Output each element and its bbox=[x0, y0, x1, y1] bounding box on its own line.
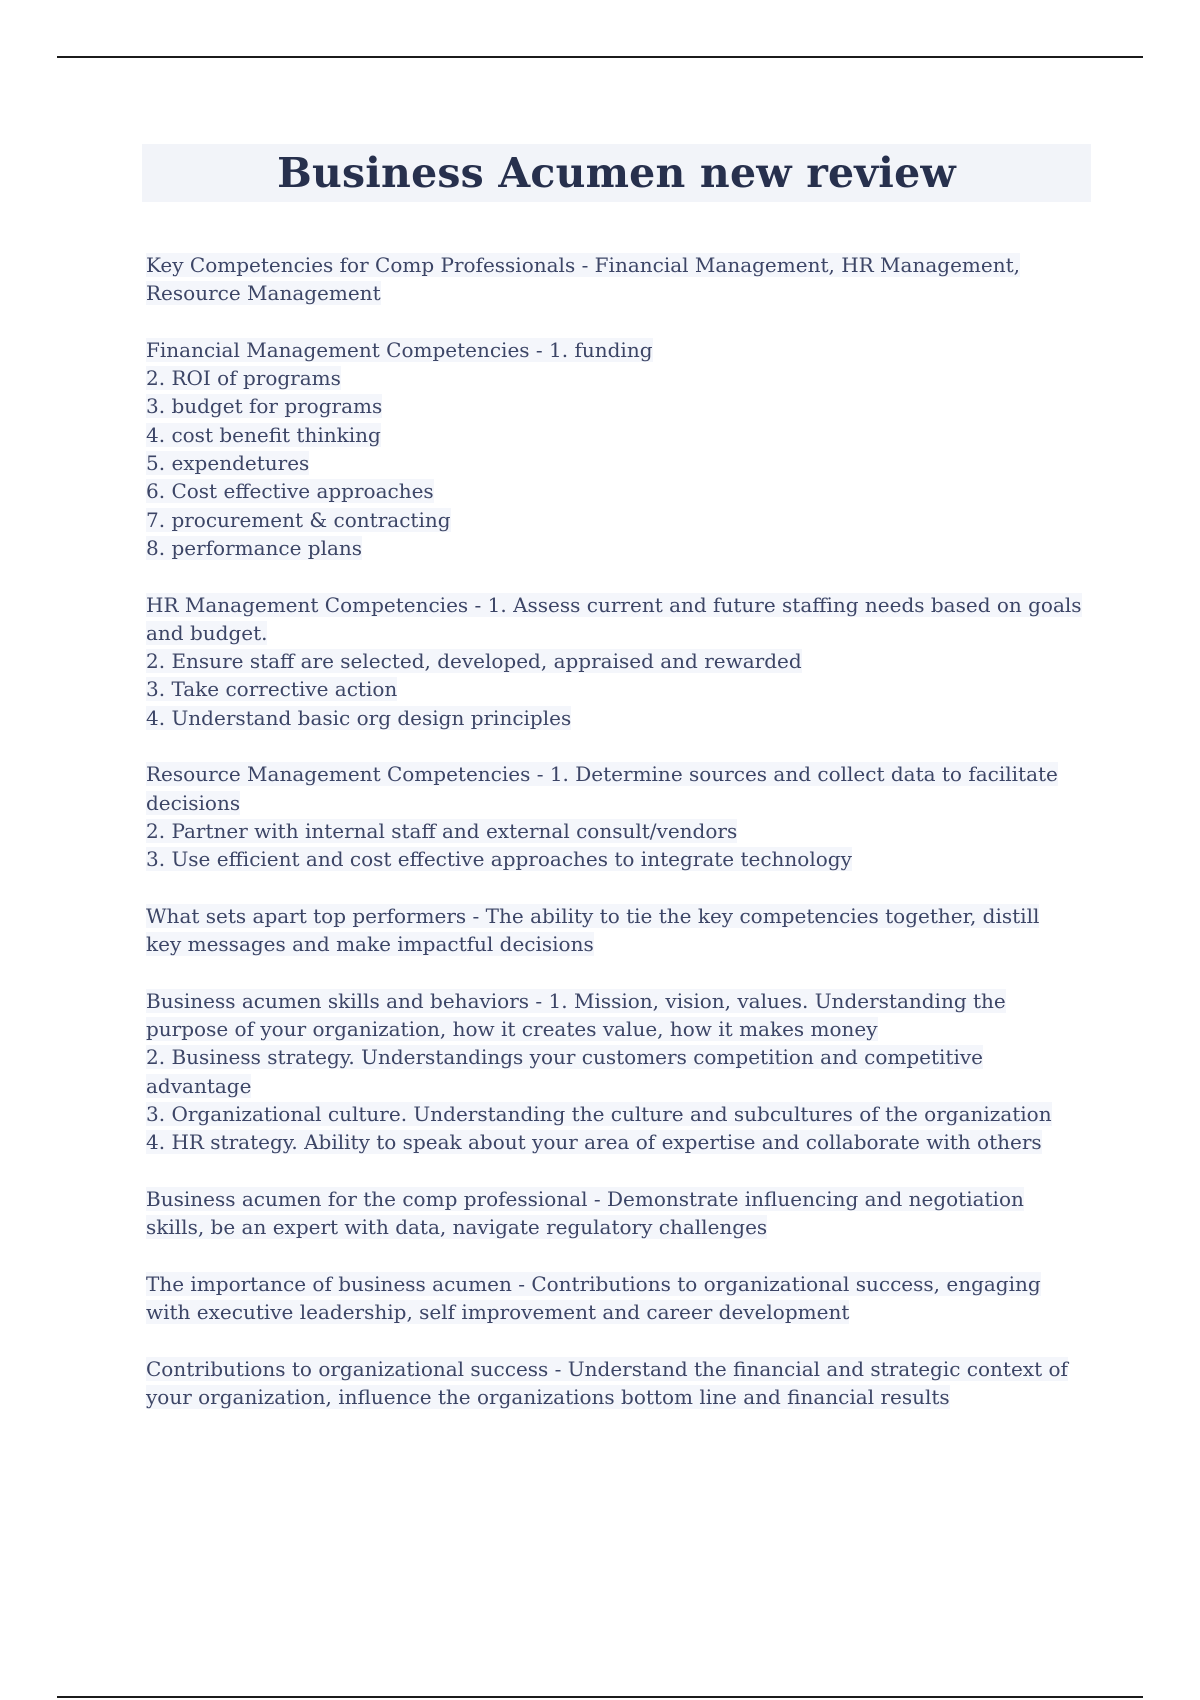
entry-line bbox=[146, 987, 1091, 1015]
entry-line bbox=[146, 392, 1091, 420]
entry-line bbox=[146, 506, 1091, 534]
entry-line-text: 2. Ensure staff are selected, developed, appraised and rewarded bbox=[146, 649, 802, 674]
entry-line-text: 4. Understand basic org design principles bbox=[146, 705, 572, 730]
entry-line-text: 4. HR strategy. Ability to speak about your area of expertise and collaborate with others bbox=[146, 1130, 1042, 1155]
flashcard-entry bbox=[146, 987, 1091, 1157]
entry-line bbox=[146, 1100, 1091, 1128]
entry-line-text: Resource Management Competencies - 1. Determine sources and collect data to facilitate bbox=[146, 762, 1058, 787]
entry-line-text: What sets apart top performers - The ability to tie the key competencies together, distill bbox=[146, 903, 1040, 928]
flashcard-entry bbox=[146, 902, 1091, 959]
entry-line bbox=[146, 477, 1091, 505]
entry-line-text: 8. performance plans bbox=[146, 535, 363, 560]
entry-line bbox=[146, 1355, 1091, 1383]
entry-line-text: Financial Management Competencies - 1. funding bbox=[146, 337, 653, 362]
entry-line-text: Business acumen skills and behaviors - 1. Mission, vision, values. Understanding the bbox=[146, 988, 1006, 1013]
entry-line-text: 3. Use efficient and cost effective approaches to integrate technology bbox=[146, 847, 852, 872]
entry-line-text: key messages and make impactful decisions bbox=[146, 932, 594, 957]
entry-line bbox=[146, 647, 1091, 675]
entry-line bbox=[146, 1213, 1091, 1241]
entry-line-text: 4. cost benefit thinking bbox=[146, 422, 381, 447]
entry-line bbox=[146, 1015, 1091, 1043]
entry-line-text: your organization, influence the organizations bottom line and financial results bbox=[146, 1384, 950, 1409]
entry-line-text: 2. ROI of programs bbox=[146, 366, 341, 391]
entry-line bbox=[146, 789, 1091, 817]
flashcard-list bbox=[146, 251, 1091, 1439]
entry-line-text: 7. procurement & contracting bbox=[146, 507, 451, 532]
entry-line bbox=[146, 1185, 1091, 1213]
entry-line bbox=[146, 336, 1091, 364]
entry-line-text: The importance of business acumen - Contributions to organizational success, engaging bbox=[146, 1271, 1041, 1296]
flashcard-entry bbox=[146, 760, 1091, 873]
entry-line-text: 3. budget for programs bbox=[146, 394, 383, 419]
entry-line-text: 3. Take corrective action bbox=[146, 677, 398, 702]
title-band bbox=[142, 144, 1091, 202]
entry-line bbox=[146, 817, 1091, 845]
document-title: Business Acumen new review bbox=[277, 148, 956, 197]
flashcard-entry bbox=[146, 336, 1091, 562]
entry-line-text: decisions bbox=[146, 790, 241, 815]
entry-line bbox=[146, 930, 1091, 958]
entry-line bbox=[146, 1128, 1091, 1156]
entry-line bbox=[146, 364, 1091, 392]
footer-rule bbox=[57, 1696, 1143, 1698]
entry-line-text: skills, be an expert with data, navigate regulatory challenges bbox=[146, 1215, 768, 1240]
entry-line-text: and budget. bbox=[146, 620, 268, 645]
entry-line-text: 6. Cost effective approaches bbox=[146, 479, 434, 504]
entry-line-text: Business acumen for the comp professional - Demonstrate influencing and negotiation bbox=[146, 1186, 1024, 1211]
entry-line bbox=[146, 1298, 1091, 1326]
entry-line bbox=[146, 760, 1091, 788]
entry-line bbox=[146, 675, 1091, 703]
entry-line-text: Contributions to organizational success - Understand the financial and strategic context of bbox=[146, 1356, 1068, 1381]
entry-line bbox=[146, 279, 1091, 307]
entry-line bbox=[146, 1072, 1091, 1100]
flashcard-entry bbox=[146, 591, 1091, 732]
entry-line-text: with executive leadership, self improvement and career development bbox=[146, 1299, 850, 1324]
flashcard-entry bbox=[146, 1185, 1091, 1242]
entry-line bbox=[146, 1270, 1091, 1298]
flashcard-entry bbox=[146, 1355, 1091, 1412]
entry-line-text: Key Competencies for Comp Professionals - Financial Management, HR Management, bbox=[146, 253, 1020, 277]
entry-line-text: 5. expendetures bbox=[146, 451, 310, 476]
entry-line bbox=[146, 534, 1091, 562]
header-rule bbox=[57, 56, 1143, 58]
entry-line bbox=[146, 421, 1091, 449]
entry-line-text: advantage bbox=[146, 1073, 252, 1098]
entry-line bbox=[146, 704, 1091, 732]
entry-line bbox=[146, 1383, 1091, 1411]
entry-line-text: 2. Business strategy. Understandings your customers competition and competitive bbox=[146, 1045, 983, 1070]
entry-line-text: 3. Organizational culture. Understanding the culture and subcultures of the organization bbox=[146, 1101, 1052, 1126]
entry-line-text: 2. Partner with internal staff and external consult/vendors bbox=[146, 818, 738, 843]
entry-line bbox=[146, 845, 1091, 873]
flashcard-entry bbox=[146, 251, 1091, 308]
entry-line bbox=[146, 251, 1091, 279]
flashcard-entry bbox=[146, 1270, 1091, 1327]
entry-line bbox=[146, 902, 1091, 930]
entry-line-text: purpose of your organization, how it creates value, how it makes money bbox=[146, 1017, 878, 1042]
entry-line bbox=[146, 591, 1091, 619]
entry-line bbox=[146, 619, 1091, 647]
entry-line-text: Resource Management bbox=[146, 281, 381, 306]
entry-line bbox=[146, 1043, 1091, 1071]
entry-line-text: HR Management Competencies - 1. Assess current and future staffing needs based on goals bbox=[146, 592, 1082, 617]
entry-line bbox=[146, 449, 1091, 477]
